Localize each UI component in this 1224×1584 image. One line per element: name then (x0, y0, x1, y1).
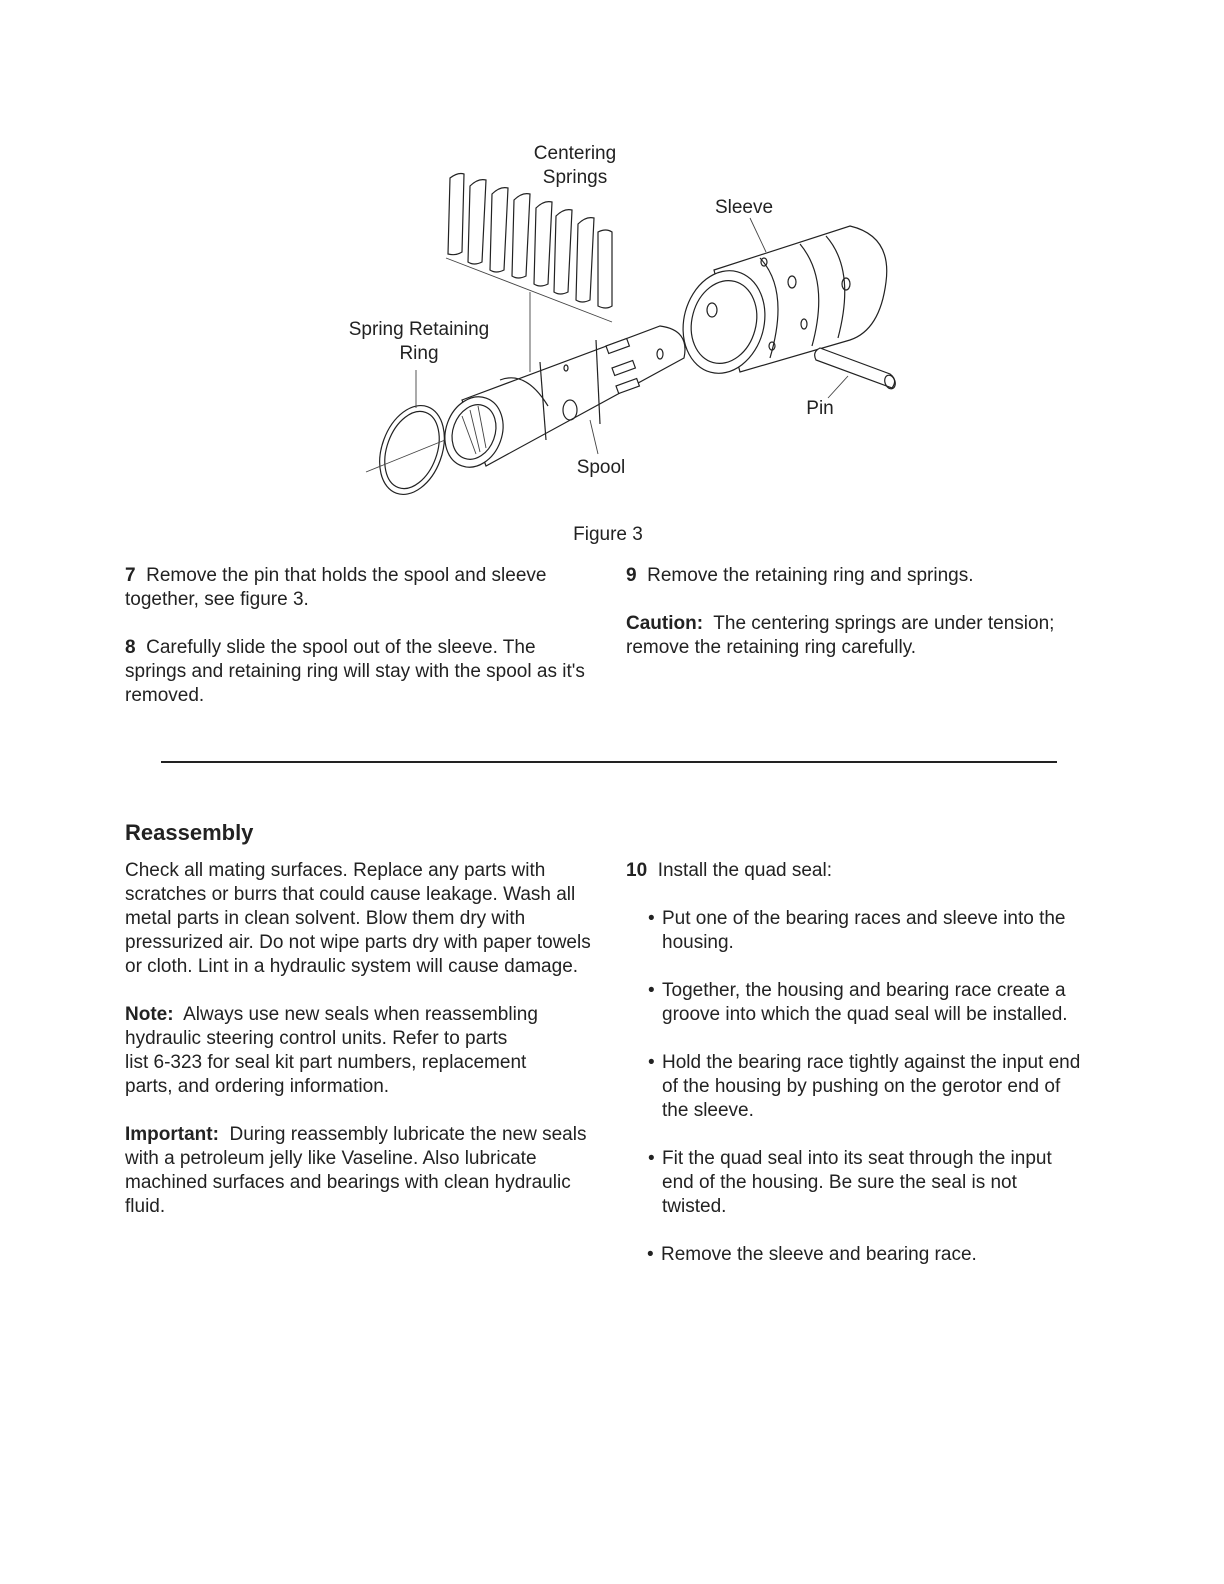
step-9: 9 Remove the retaining ring and springs. (626, 565, 974, 586)
important-block: Important: During reassembly lubricate the new seals with a petroleum jelly like Vaseline. Also lubricate machined surfaces and bearings with clean hydraulic fluid. (125, 1124, 587, 1217)
list-item: • Together, the housing and bearing race create a groove into which the quad seal will be installed. (648, 980, 1068, 1025)
caution-note: Caution: The centering springs are under tension; remove the retaining ring carefully. (626, 613, 1055, 658)
list-item: • Fit the quad seal into its seat through the input end of the housing. Be sure the seal is not twisted. (648, 1148, 1052, 1217)
label-pin: Pin (806, 398, 834, 419)
pin-drawing (815, 348, 897, 398)
label-sleeve: Sleeve (714, 197, 774, 218)
list-item: • Hold the bearing race tightly against the input end of the housing by pushing on the gerotor end of the sleeve. (648, 1052, 1081, 1121)
label-spring-retaining-ring: Spring Retaining Ring (348, 319, 490, 364)
section-divider (161, 761, 1057, 763)
bullet-mark: • (648, 908, 655, 929)
step-10: 10 Install the quad seal: (626, 860, 832, 881)
top-left-column (125, 564, 595, 732)
step-7: 7 Remove the pin that holds the spool and sleeve together, see figure 3. (125, 565, 547, 610)
bullet-mark: • (648, 1052, 655, 1073)
figure-3 (0, 0, 1224, 560)
figure-caption: Figure 3 (573, 524, 643, 545)
sleeve-drawing (672, 218, 887, 383)
top-right-column (626, 564, 1096, 684)
spring-retaining-ring-drawing (366, 370, 456, 503)
label-spool: Spool (576, 457, 626, 478)
list-item: • Remove the sleeve and bearing race. (647, 1244, 977, 1265)
label-centering-springs: Centering Springs (533, 143, 617, 188)
exploded-view-diagram (0, 0, 1224, 520)
bullet-mark: • (648, 1148, 655, 1169)
step-8: 8 Carefully slide the spool out of the sleeve. The springs and retaining ring will stay with the spool as it's removed. (125, 637, 585, 706)
bullet-mark: • (648, 980, 655, 1001)
reassembly-heading: Reassembly (125, 820, 254, 845)
bullet-mark: • (647, 1244, 654, 1265)
reassembly-intro: Check all mating surfaces. Replace any parts with scratches or burrs that could cause leakage. Wash all metal parts in clean solvent. Blow them dry with pressurized air. Do not wipe parts dry with paper towels or cloth. Lint in a hydraulic system will cause damage. (125, 860, 591, 977)
reassembly-right-column (626, 859, 1086, 1291)
note-block: Note: Always use new seals when reassembling hydraulic steering control units. Refer to parts list 6-323 for seal kit part numbers, replacement parts, and ordering information. (125, 1004, 538, 1097)
reassembly-left-column (125, 859, 595, 1243)
list-item: • Put one of the bearing races and sleeve into the housing. (648, 908, 1066, 953)
